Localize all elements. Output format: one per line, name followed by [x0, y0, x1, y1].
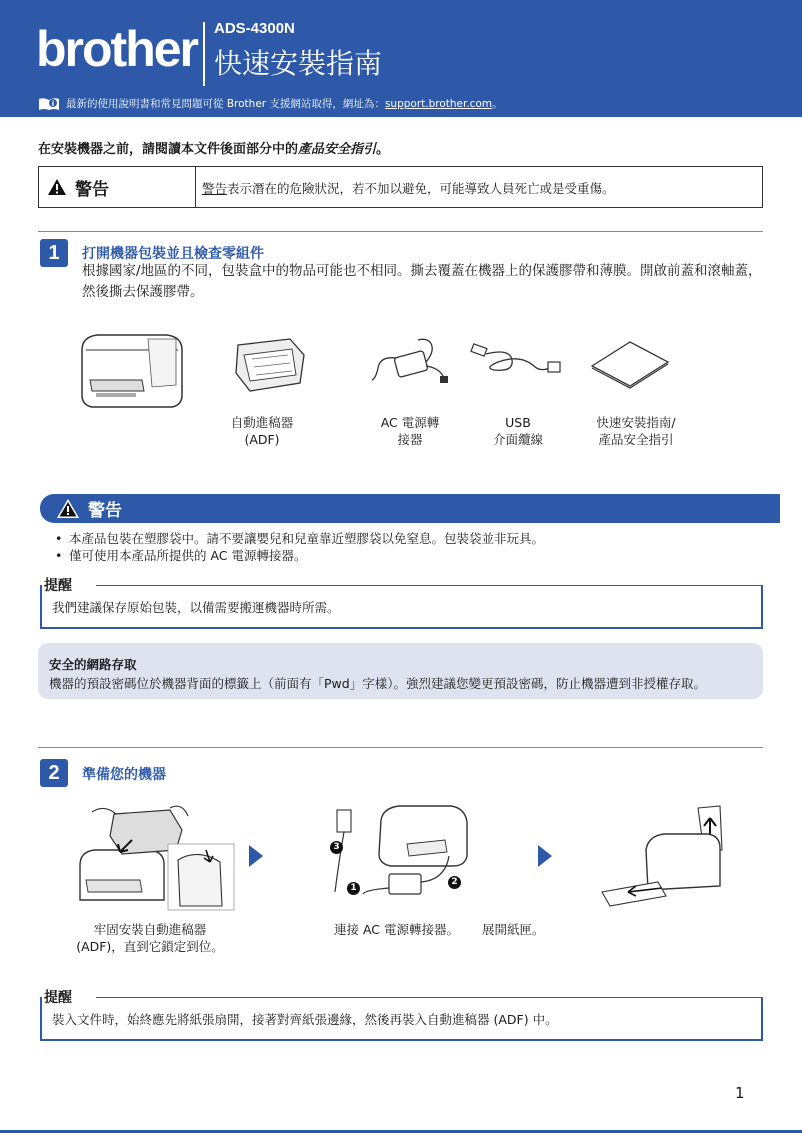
header-divider [203, 22, 205, 86]
connect-ac-illustration [325, 800, 480, 915]
caption-usb-line1: USB [505, 415, 531, 430]
tip-1-box [40, 585, 763, 629]
caption-ac-line2: 接器 [397, 432, 423, 447]
step-1-number: 1 [40, 239, 68, 267]
support-notice [38, 96, 503, 111]
tip-2-text: 裝入文件時，始終應先將紙張扇開，接著對齊紙張邊緣，然後再裝入自動進稿器 (ADF) 中。 [52, 1012, 558, 1027]
warning-definition-text: 表示潛在的危險狀況，若不加以避免，可能導致人員死亡或是受重傷。 [227, 181, 615, 196]
header-banner [0, 0, 802, 117]
svg-text:i: i [51, 99, 55, 108]
warning-term: 警告 [202, 181, 228, 196]
callout-1-badge: 1 [347, 882, 360, 895]
step-1-description: 根據國家/地區的不同，包裝盒中的物品可能也不相同。撕去覆蓋在機器上的保護膠帶和薄膜。開啟前蓋和滾軸蓋，然後撕去保護膠帶。 [82, 263, 762, 300]
warning-bullet-2: • 僅可使用本產品所提供的 AC 電源轉接器。 [55, 547, 544, 564]
warning-label: 警告 [75, 179, 109, 200]
warning-definition [196, 167, 762, 207]
adf-icon [230, 335, 310, 395]
caption-connect-ac: 連接 AC 電源轉接器。 [334, 922, 460, 937]
brother-logo: brother [36, 21, 197, 77]
section-divider [38, 231, 763, 232]
network-security-title: 安全的網路存取 [49, 657, 137, 672]
support-notice-end: 。 [492, 98, 503, 110]
tip-2-box [40, 997, 763, 1041]
callout-2-badge: 2 [448, 876, 461, 889]
page-title: 快速安裝指南 [214, 47, 383, 80]
caption-usb-cable [474, 414, 562, 448]
caption-extend-tray: 展開紙匣。 [482, 922, 545, 937]
warning-bullet-1: • 本產品包裝在塑膠袋中。請不要讓嬰兒和兒童靠近塑膠袋以免窒息。包裝袋並非玩具。 [55, 530, 544, 547]
caption-adf-line2: (ADF) [244, 432, 280, 447]
caption-guide [576, 414, 696, 448]
section-divider [38, 747, 763, 748]
caption-adf [214, 414, 310, 448]
network-security-box [38, 643, 763, 699]
model-name: ADS-4300N [214, 20, 295, 37]
warning-triangle-icon [47, 178, 67, 196]
safety-intro-text: 在安裝機器之前，請閱讀本文件後面部分中的 [38, 142, 299, 157]
caption-ac-line1: AC 電源轉 [380, 415, 440, 430]
scanner-machine-icon [72, 325, 192, 415]
tip-2-label: 提醒 [44, 990, 72, 1006]
warning-bullets [55, 530, 544, 564]
guide-booklet-icon [590, 340, 670, 390]
step-2-number: 2 [40, 759, 68, 787]
tip-1-text: 我們建議保存原始包裝，以備需要搬運機器時所需。 [52, 600, 340, 615]
caption-attach-adf-line2: (ADF)，直到它鎖定到位。 [76, 939, 224, 954]
caption-attach-adf-line1: 牢固安裝自動進稿器 [93, 922, 207, 937]
ac-adapter-icon [370, 336, 450, 386]
step-1-title: 打開機器包裝並且檢查零組件 [82, 246, 264, 262]
page-number: 1 [735, 1084, 745, 1102]
safety-intro-end: 。 [376, 142, 390, 157]
support-link[interactable]: support.brother.com [384, 98, 493, 110]
extend-tray-illustration [598, 800, 728, 915]
caption-guide-line2: 產品安全指引 [598, 432, 674, 447]
support-notice-text: 最新的使用說明書和常見問題可從 Brother 支援網站取得，網址為： [66, 98, 385, 110]
caption-guide-line1: 快速安裝指南/ [596, 415, 676, 430]
warning-label-cell [39, 167, 196, 207]
warning-banner-label: 警告 [88, 501, 122, 521]
safety-guide-ref: 產品安全指引 [298, 142, 377, 157]
network-security-text: 機器的預設密碼位於機器背面的標籤上（前面有「Pwd」字樣）。強烈建議您變更預設密碼，防止機器遭到非授權存取。 [49, 676, 706, 691]
caption-attach-adf [64, 921, 236, 955]
step-arrow-icon [538, 845, 552, 867]
usb-cable-icon [470, 338, 570, 383]
warning-definition-table [38, 166, 763, 208]
caption-ac-adapter [360, 414, 460, 448]
tip-1-label: 提醒 [44, 578, 72, 594]
callout-3-badge: 3 [330, 841, 343, 854]
step-arrow-icon [249, 845, 263, 867]
caption-usb-line2: 介面纜線 [492, 432, 543, 447]
book-info-icon [38, 97, 60, 111]
warning-triangle-icon [56, 498, 80, 519]
caption-adf-line1: 自動進稿器 [230, 415, 294, 430]
step-2-title: 準備您的機器 [82, 767, 166, 783]
safety-intro [38, 138, 389, 157]
attach-adf-illustration [70, 800, 240, 915]
warning-banner [40, 494, 780, 523]
